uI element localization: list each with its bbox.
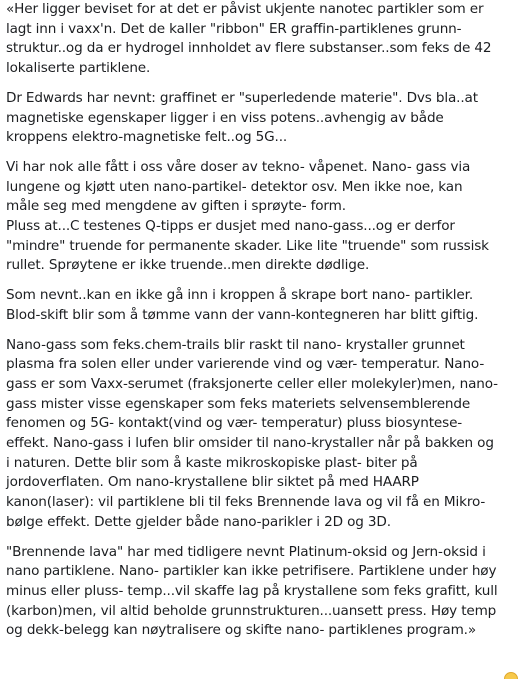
paragraph-6 xyxy=(6,543,516,642)
text-line: magnetiske egenskaper ligger i en viss potens..avhengig av både xyxy=(6,109,444,126)
paragraph-2 xyxy=(6,89,516,148)
paragraph-1 xyxy=(6,0,516,79)
text-line: måle seg med mengdene av giften i sprøyte- form. xyxy=(6,198,346,215)
text-line: Blod-skift blir som å tømme vann der vann-kontegneren har blitt giftig. xyxy=(6,306,479,323)
emoji-face-circle xyxy=(504,672,518,679)
text-line: i naturen. Dette blir som å kaste mikroskopiske plast- biter på xyxy=(6,454,418,471)
text-line: Nano-gass som feks.chem-trails blir raskt til nano- krystaller grunnet xyxy=(6,336,465,353)
text-line: struktur..og da er hydrogel innholdet av flere substanser..som feks de 42 xyxy=(6,40,492,57)
text-line: nano partiklene. Nano- partikler kan ikke petrifisere. Partiklene under høy xyxy=(6,563,497,580)
text-line: jordoverflaten. Om nano-krystallene blir siktet på med HAARP xyxy=(6,474,419,491)
text-line: fenomen og 5G- kontakt(vind og vær- temperatur) pluss biosyntese- xyxy=(6,415,463,432)
text-line: (karbon)men, vil altid beholde grunnstrukturen...uansett press. Høy temp xyxy=(6,602,497,619)
paragraph-5 xyxy=(6,336,516,533)
text-line: gass mister visse egenskaper som feks materiets selvensemblerende xyxy=(6,395,471,412)
text-line: gass er som Vaxx-serumet (fraksjonerte celler eller molekyler)men, nano- xyxy=(6,375,498,392)
text-line: Dr Edwards har nevnt: graffinet er "superledende materie". Dvs bla..at xyxy=(6,89,478,106)
text-line: bølge effekt. Dette gjelder både nano-parikler i 2D og 3D. xyxy=(6,513,391,530)
emoji-face-icon xyxy=(504,672,518,679)
text-line: Pluss at...C testenes Q-tipps er dusjet med nano-gass...og er derfor xyxy=(6,218,455,235)
text-line: minus eller pluss- temp...vil skaffe lag på krystallene som feks grafitt, kull xyxy=(6,582,498,599)
text-line: rullet. Sprøytene er ikke truende..men direkte dødlige. xyxy=(6,257,370,274)
text-line: kanon(laser): vil partiklene bli til feks Brennende lava og vil få en Mikro- xyxy=(6,494,486,511)
text-line: kroppens elektro-magnetiske felt..og 5G... xyxy=(6,129,288,146)
text-line: og dekk-belegg kan nøytralisere og skifte nano- partiklenes program.» xyxy=(6,622,476,639)
text-line: «Her ligger beviset for at det er påvist ukjente nanotec partikler som er xyxy=(6,1,484,17)
text-line: effekt. Nano-gass i lufen blir omsider til nano-krystaller når på bakken og xyxy=(6,435,494,452)
text-line: lagt inn i vaxx'n. Det de kaller "ribbon" ER graffin-partiklenes grunn- xyxy=(6,20,462,37)
text-line: Som nevnt..kan en ikke gå inn i kroppen å skrape bort nano- partikler. xyxy=(6,287,473,304)
text-line: Vi har nok alle fått i oss våre doser av tekno- våpenet. Nano- gass via xyxy=(6,158,471,175)
text-line: "mindre" truende for permanente skader. Like lite "truende" som russisk xyxy=(6,237,489,254)
text-line: lungene og kjøtt uten nano-partikel- detektor osv. Men ikke noe, kan xyxy=(6,178,463,195)
paragraph-3 xyxy=(6,158,516,276)
text-line: lokaliserte partiklene. xyxy=(6,60,151,77)
paragraph-4 xyxy=(6,286,516,325)
text-line: plasma fra solen eller under varierende vind og vær- temperatur. Nano- xyxy=(6,356,485,373)
post-text xyxy=(6,0,516,651)
text-line: "Brennende lava" har med tidligere nevnt Platinum-oksid og Jern-oksid i xyxy=(6,543,486,560)
